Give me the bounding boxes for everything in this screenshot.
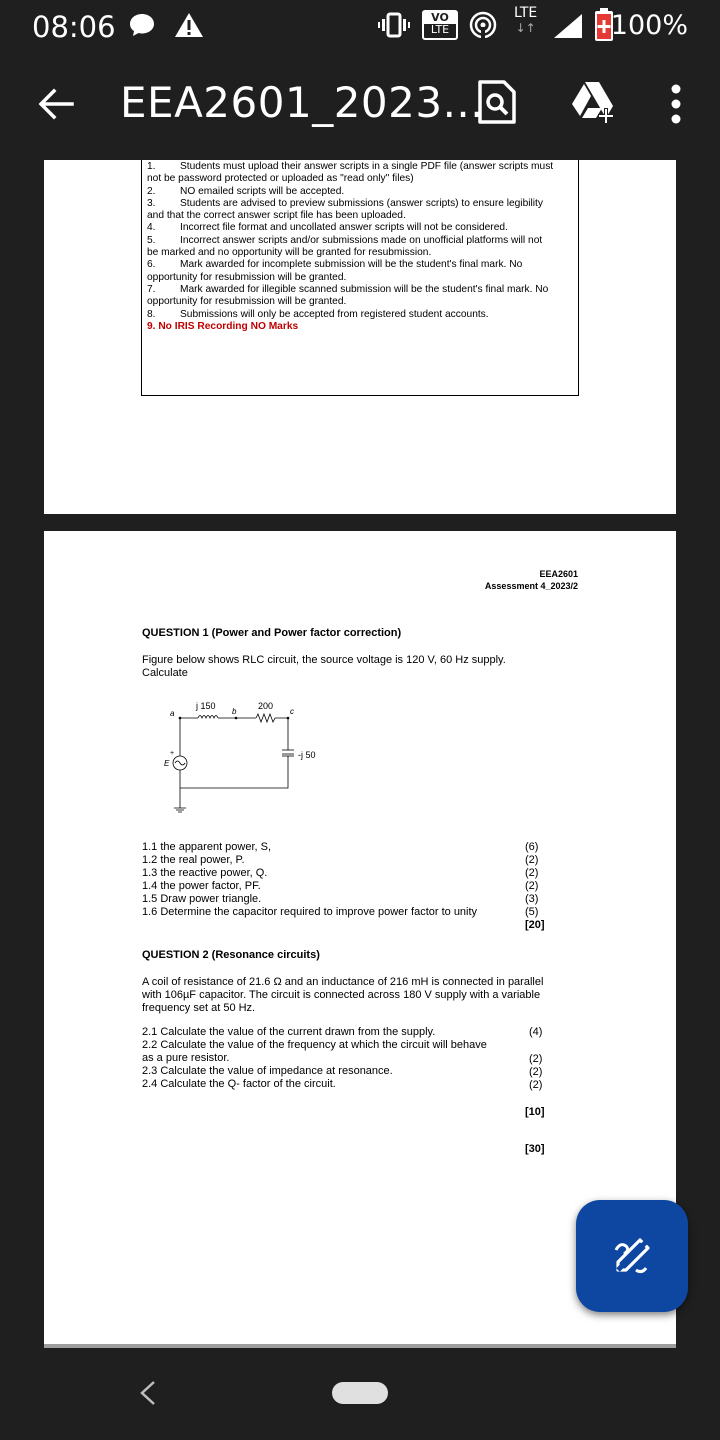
- q2-mark: (2): [529, 1066, 543, 1078]
- rule-text: Mark awarded for illegible scanned submission will be the student's final mark. No: [180, 283, 549, 295]
- rule-text-cont: be marked and no opportunity will be granted for resubmission.: [147, 247, 432, 259]
- more-options-icon[interactable]: [668, 84, 684, 124]
- status-time: 08:06: [32, 10, 116, 44]
- q2-intro-line: with 106µF capacitor. The circuit is connected across 180 V supply with a variable: [142, 989, 541, 1001]
- q1-intro-line: Calculate: [142, 667, 188, 679]
- q1-item: 1.1 the apparent power, S,: [142, 841, 272, 853]
- navigation-bar: [0, 1350, 720, 1440]
- rule-number: 6.: [147, 259, 156, 271]
- q1-total: [20]: [525, 919, 545, 931]
- volte-label: VO: [424, 12, 456, 24]
- volte-sub-label: LTE: [430, 23, 450, 36]
- q2-item: as a pure resistor.: [142, 1052, 230, 1064]
- q1-item: 1.6 Determine the capacitor required to improve power factor to unity: [142, 906, 478, 918]
- node-c-label: c: [290, 707, 294, 716]
- rule-8: [147, 309, 577, 321]
- rule-text: Incorrect answer scripts and/or submissions made on unofficial platforms will not: [180, 234, 543, 246]
- rule-3: [147, 198, 577, 223]
- vibrate-icon: [378, 12, 410, 38]
- q1-item: 1.2 the real power, P.: [142, 854, 245, 866]
- nav-back-icon[interactable]: [138, 1380, 158, 1406]
- question-1-title: QUESTION 1 (Power and Power factor correction): [142, 627, 402, 639]
- node-dot-c: [287, 717, 290, 720]
- rule-text: Students must upload their answer scripts in a single PDF file (answer scripts must: [180, 161, 554, 172]
- inductor-label: j 150: [196, 701, 216, 711]
- rlc-circuit-diagram: [164, 696, 384, 826]
- hotspot-icon: [468, 10, 498, 40]
- nav-home-pill[interactable]: [332, 1382, 388, 1404]
- rule-text-cont: not be password protected or uploaded as "read only" files): [147, 173, 414, 185]
- q2-mark: (2): [529, 1079, 543, 1091]
- search-document-icon[interactable]: [476, 80, 518, 124]
- rule-text-cont: opportunity for resubmission will be granted.: [147, 271, 347, 283]
- app-bar: [0, 50, 720, 160]
- q1-mark: (5): [525, 906, 539, 918]
- q2-item: 2.2 Calculate the value of the frequency at which the circuit will behave: [142, 1039, 487, 1051]
- network-type-label: LTE: [514, 5, 538, 21]
- question-1-marks: [525, 841, 545, 932]
- warning-icon: [174, 12, 204, 38]
- question-2-items: [142, 1026, 487, 1091]
- page-scroll-bar: [44, 1344, 676, 1348]
- rule-2: [147, 186, 577, 198]
- status-bar: [0, 0, 720, 50]
- q2-item: 2.3 Calculate the value of impedance at resonance.: [142, 1065, 393, 1077]
- q1-mark: (2): [525, 854, 539, 866]
- rule-number: 2.: [147, 185, 156, 197]
- rule-text: Students are advised to preview submissions (answer scripts) to ensure legibility: [180, 197, 543, 209]
- signal-icon: [552, 12, 584, 40]
- add-to-drive-icon[interactable]: [570, 80, 620, 124]
- course-code: EEA2601: [539, 569, 578, 579]
- rule-5: [147, 235, 577, 260]
- pen-edit-icon: [612, 1236, 652, 1276]
- q2-item: 2.4 Calculate the Q- factor of the circuit.: [142, 1078, 336, 1090]
- q1-item: 1.3 the reactive power, Q.: [142, 867, 268, 879]
- question-1-items: [142, 841, 477, 919]
- q2-mark: (2): [529, 1053, 543, 1065]
- source-plus-label: +: [170, 750, 175, 757]
- rule-number: 5.: [147, 234, 156, 246]
- rule-text: NO emailed scripts will be accepted.: [180, 185, 345, 197]
- rule-text-cont: opportunity for resubmission will be granted.: [147, 296, 347, 308]
- node-dot-b: [235, 717, 238, 720]
- rule-6: [147, 259, 577, 284]
- data-arrows-icon: ↓↑: [515, 21, 536, 35]
- grand-total: [30]: [525, 1143, 545, 1155]
- q1-item: 1.4 the power factor, PF.: [142, 880, 261, 892]
- rule-4: [147, 222, 577, 234]
- rule-number: 7.: [147, 283, 156, 295]
- rule-number: 8.: [147, 308, 156, 320]
- q1-intro-line: Figure below shows RLC circuit, the source voltage is 120 V, 60 Hz supply.: [142, 654, 506, 666]
- resistor-label: 200: [258, 701, 274, 711]
- node-a-label: a: [170, 709, 175, 718]
- question-2-marks: [529, 1053, 542, 1092]
- capacitor-label: -j 50: [298, 750, 316, 760]
- q2-item: 2.1 Calculate the value of the current drawn from the supply.: [142, 1026, 436, 1038]
- circuit-wires: [174, 714, 294, 812]
- rule-9: 9. No IRIS Recording NO Marks: [147, 320, 299, 332]
- rule-7: [147, 284, 577, 309]
- pdf-page-1: [44, 160, 676, 514]
- rule-number: 1.: [147, 161, 156, 172]
- rule-text: Submissions will only be accepted from registered student accounts.: [180, 308, 489, 320]
- assessment-label: Assessment 4_2023/2: [484, 581, 578, 591]
- question-1-intro: [142, 654, 506, 680]
- rule-number: 4.: [147, 222, 156, 234]
- rule-text: Mark awarded for incomplete submission will be the student's final mark. No: [180, 259, 523, 271]
- q1-mark: (6): [525, 841, 539, 853]
- rule-1: [147, 161, 577, 186]
- node-dot-a: [179, 717, 182, 720]
- volte-icon: [422, 10, 458, 40]
- q1-mark: (2): [525, 880, 539, 892]
- source-label: E: [164, 759, 170, 768]
- q2-intro-line: A coil of resistance of 21.6 Ω and an inductance of 216 mH is connected in parallel: [142, 976, 544, 988]
- q2-total: [10]: [525, 1106, 545, 1118]
- document-title: EEA2601_2023...: [120, 78, 485, 127]
- q1-mark: (3): [525, 893, 539, 905]
- q2-mark-1: (4): [529, 1026, 543, 1038]
- network-type: [514, 6, 537, 36]
- node-b-label: b: [232, 707, 237, 716]
- q1-item: 1.5 Draw power triangle.: [142, 893, 262, 905]
- submission-rules: [147, 161, 577, 333]
- annotate-fab-button[interactable]: [576, 1200, 688, 1312]
- question-2-title: QUESTION 2 (Resonance circuits): [142, 949, 320, 961]
- back-arrow-icon[interactable]: [36, 84, 76, 124]
- rule-text-cont: and that the correct answer script file has been uploaded.: [147, 210, 406, 222]
- q1-mark: (2): [525, 867, 539, 879]
- question-2-intro: [142, 976, 543, 1015]
- q2-intro-line: frequency set at 50 Hz.: [142, 1002, 256, 1014]
- chat-notification-icon: [128, 12, 156, 38]
- battery-percent: 100%: [610, 10, 688, 41]
- page-header: [485, 568, 578, 592]
- rule-number: 3.: [147, 197, 156, 209]
- rule-text: Incorrect file format and uncollated answer scripts will not be considered.: [180, 222, 508, 234]
